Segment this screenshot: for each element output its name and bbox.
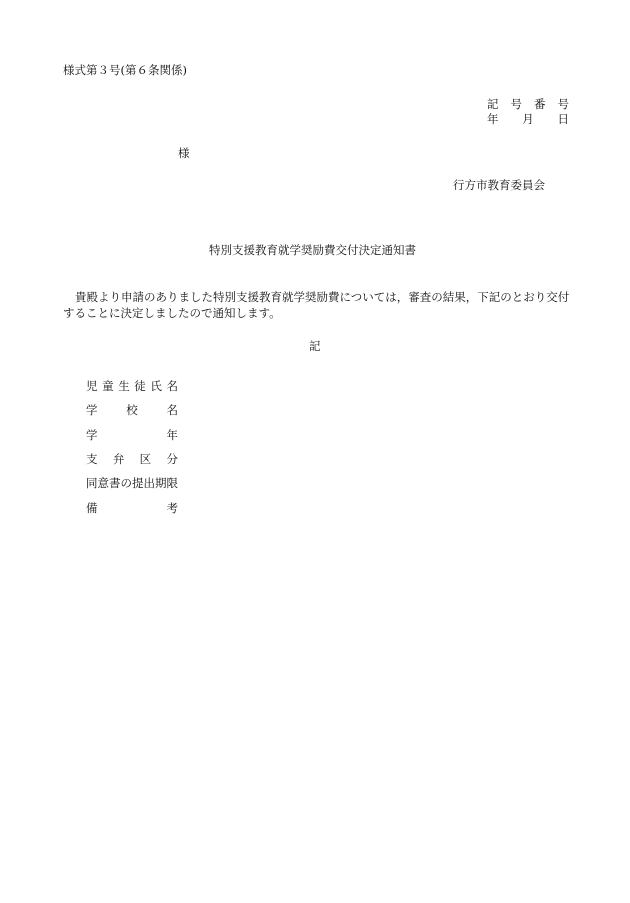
item-consent-deadline: [86, 475, 178, 491]
item-char: 備: [86, 501, 98, 515]
document-title: 特別支援教育就学奨励費交付決定通知書: [209, 243, 416, 257]
item-grade: [86, 427, 178, 443]
issuer-name: 行方市教育委員会: [453, 178, 545, 192]
date-month: 月: [522, 112, 534, 126]
item-char: 年: [166, 428, 178, 442]
item-char: 氏: [150, 379, 162, 393]
date-day: 日: [557, 112, 569, 126]
doc-number-char: 記: [487, 97, 499, 111]
doc-number-char: 号: [510, 97, 522, 111]
item-char: 児: [86, 379, 98, 393]
doc-number-char: 番: [534, 97, 546, 111]
doc-number-char: 号: [557, 97, 569, 111]
body-paragraph: 貴殿より申請のありました特別支援教育就学奨励費については，審査の結果，下記のとおり交付することに決定しましたので通知します。: [63, 290, 570, 320]
item-char: 弁: [112, 452, 125, 466]
date-year: 年: [487, 112, 499, 126]
item-char: 学: [86, 428, 98, 442]
item-remarks: [86, 500, 178, 516]
item-payment-category: [86, 451, 178, 467]
form-number: 様式第３号(第６条関係): [63, 63, 187, 77]
item-student-name: [86, 378, 178, 394]
item-char: 名: [166, 403, 178, 417]
document-number-label: [487, 96, 569, 112]
item-char: 分: [166, 452, 178, 466]
item-char: 支: [86, 452, 98, 466]
item-char: 生: [118, 379, 130, 393]
item-char: 区: [139, 452, 152, 466]
item-char: 徒: [134, 379, 146, 393]
addressee-honorific: 様: [178, 146, 190, 160]
item-char: 考: [166, 501, 178, 515]
item-char: 童: [102, 379, 114, 393]
item-char: 校: [126, 403, 138, 417]
document-date-label: [487, 111, 569, 127]
item-text: 同意書の提出期限: [86, 476, 178, 490]
item-char: 学: [86, 403, 98, 417]
item-school-name: [86, 402, 178, 418]
item-char: 名: [166, 379, 178, 393]
ki-heading: 記: [309, 339, 321, 353]
